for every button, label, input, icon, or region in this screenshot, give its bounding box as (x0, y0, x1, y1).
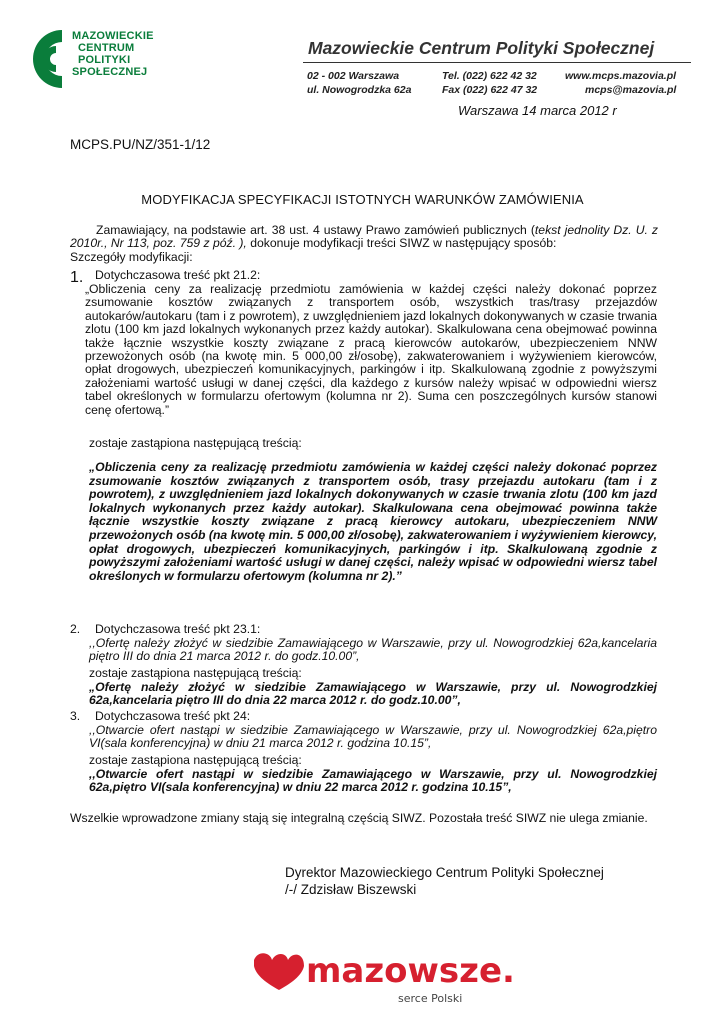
intro-tail: dokonuje modyfikacji treści SIWZ w następujący sposób: (246, 236, 557, 251)
item-replaced-label-3: zostaje zastąpiona następującą treścią: (89, 753, 302, 767)
mazowsze-logo (248, 944, 515, 1008)
closing-statement: Wszelkie wprowadzone zmiany stają się integralną częścią SIWZ. Pozostała treść SIWZ nie ulega zmianie. (70, 811, 648, 825)
document-title: MODYFIKACJA SPECYFIKACJI ISTOTNYCH WARUNKÓW ZAMÓWIENIA (141, 192, 584, 207)
item-new-text-1: „Obliczenia ceny za realizację przedmiotu zamówienia w każdej części należy dokonać poprzez zsumowanie kosztów związanych z transportem osób, trasy przejazdu autokaru (tam i z powrotem), z uwzględnieniem jazd lokalnych dokonywanych w czasie trwania zlotu (100 km jazd lokalnych wykonanych przez każdy autokar). Skalkulowana cena obejmować powinna także łącznie wszystkie koszty związane z pracą kierowcy autokaru, ubezpieczeniem NNW przewożonych osób (na kwotę min. 5 000,00 zł/osobę), zakwaterowaniem i wyżywieniem kierowcy, opłat drogowych, ubezpieczeń komunikacyjnych, parkingów i itp. Skalkulowaną zgodnie z powyższymi założeniami wartość usługi w danej części, należy wpisać w odpowiedni wiersz tabel określonych w formularzu ofertowym (kolumna nr 2).” (89, 460, 657, 583)
intro-section (70, 224, 658, 264)
item-new-text-2: „Ofertę należy złożyć w siedzibie Zamawiającego w Warszawie, przy ul. Nowogrodzkiej 62a,kancelaria piętro III do dnia 22 marca 2012 r. do godz.10.00”, (89, 680, 657, 708)
item-replaced-label-2: zostaje zastąpiona następującą treścią: (89, 666, 302, 680)
logo-line: CENTRUM (78, 42, 135, 54)
mcps-logo-text (72, 30, 154, 78)
fax-number: Fax (022) 622 47 32 (442, 84, 538, 96)
item-old-text-2: ,,Ofertę należy złożyć w siedzibie Zamawiającego w Warszawie, przy ul. Nowogrodzkiej 62a,kancelaria piętro III do dnia 21 marca 2012 r. do godz.10.00”, (89, 636, 657, 664)
item-replaced-label-1: zostaje zastąpiona następującą treścią: (89, 436, 302, 450)
logo-line: MAZOWIECKIE (72, 30, 154, 42)
item-number-3: 3. (70, 709, 81, 723)
website-link[interactable]: www.mcps.mazovia.pl (565, 70, 677, 82)
intro-citation: tekst jednolity Dz. U. z 2010r., Nr 113, poz. 759 z póź. ), (70, 223, 658, 251)
logo-line: SPOŁECZNEJ (72, 66, 148, 78)
mazowsze-tagline: serce Polski (398, 992, 463, 1005)
item-number-1: 1. (70, 269, 84, 286)
item-old-text-3: ,,Otwarcie ofert nastąpi w siedzibie Zamawiającego w Warszawie, przy ul. Nowogrodzkiej 62a,piętro VI(sala konferencyjna) w dniu 21 marca 2012 r. godzina 10.15”, (89, 723, 657, 751)
header-divider (303, 62, 691, 63)
item-heading-1: Dotychczasowa treść pkt 21.2: (95, 268, 261, 282)
signatory-name: /-/ Zdzisław Biszewski (285, 882, 417, 897)
item-old-text-1: „Obliczenia ceny za realizację przedmiotu zamówienia w każdej części należy dokonać poprzez zsumowanie kosztów związanych z transportem osób, wszystkich tras/trasy przejazdów autokarów/autokaru (tam i z powrotem), z uwzględnieniem jazd lokalnych dokonywanych w czasie trwania zlotu (100 km jazd lokalnych wykonanych przez każdy autokar). Skalkulowana cena obejmować powinna także łącznie wszystkie koszty związane z pracą kierowców autokarów, ubezpieczeniem NNW przewożonych osób (na kwotę min. 5 000,00 zł/osobę), zakwaterowaniem i wyżywieniem kierowców, opłat drogowych, ubezpieczeń komunikacyjnych, parkingów i itp. Skalkulowaną zgodnie z powyższymi założeniami wartość usługi w danej części, dla każdego z kursów należy wpisać w odpowiedni wiersz tabel określonych w formularzu ofertowym (kolumna nr 2). Suma cen poszczególnych kursów stanowi cenę ofertową.” (85, 282, 657, 417)
intro-lead: Zamawiający, na podstawie art. 38 ust. 4 ustawy Prawo zamówień publicznych ( (96, 223, 535, 237)
email-link[interactable]: mcps@mazovia.pl (585, 84, 677, 96)
mazowsze-wordmark: mazowsze. (306, 951, 515, 991)
signature-block (285, 864, 604, 898)
intro-paragraph (70, 224, 658, 251)
item-heading-3: Dotychczasowa treść pkt 24: (95, 709, 251, 723)
street-address: ul. Nowogrodzka 62a (307, 84, 412, 96)
details-label: Szczegóły modyfikacji: (70, 249, 193, 264)
phone-number: Tel. (022) 622 42 32 (442, 70, 537, 82)
item-number-2: 2. (70, 622, 81, 636)
mazowsze-logo-mark (248, 944, 515, 1008)
item-new-text-3: ,,Otwarcie ofert nastąpi w siedzibie Zamawiającego w Warszawie, przy ul. Nowogrodzkiej 62a,piętro VI(sala konferencyjna) w dniu 22 marca 2012 r. godzina 10.15”, (89, 767, 657, 795)
reference-number: MCPS.PU/NZ/351-1/12 (70, 137, 211, 152)
postal-address: 02 - 002 Warszawa (307, 70, 400, 82)
document-date: Warszawa 14 marca 2012 r (458, 103, 617, 118)
organization-name: Mazowieckie Centrum Polityki Społecznej (308, 38, 655, 58)
logo-line: POLITYKI (78, 54, 131, 66)
signatory-role: Dyrektor Mazowieckiego Centrum Polityki Społecznej (285, 865, 604, 880)
item-heading-2: Dotychczasowa treść pkt 23.1: (95, 622, 261, 636)
